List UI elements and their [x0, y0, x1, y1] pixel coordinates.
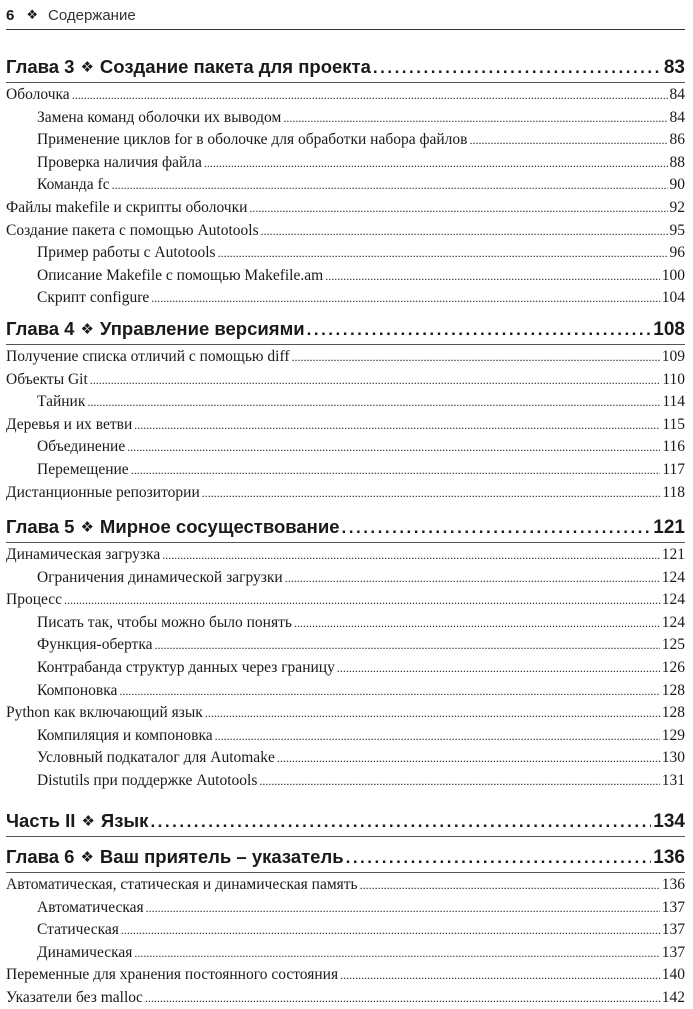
running-head — [6, 4, 685, 26]
toc-entry[interactable] — [6, 482, 685, 504]
entry-title: Перемещение — [37, 461, 129, 478]
entry-title: Тайник — [37, 393, 86, 410]
entry-title: Скрипт configure — [37, 289, 150, 306]
dot-leader — [346, 842, 652, 873]
entry-page-number: 137 — [661, 899, 685, 916]
toc-entry[interactable] — [6, 84, 685, 106]
chapter-divider — [6, 82, 685, 83]
dot-leader — [215, 725, 660, 747]
chapter-page-number: 136 — [653, 847, 685, 868]
entry-title: Distutils при поддержке Autotools — [37, 772, 258, 789]
dot-leader — [151, 287, 660, 309]
dot-leader — [285, 567, 660, 589]
entry-page-number: 124 — [661, 591, 685, 608]
chapter-title — [6, 314, 305, 346]
toc-entry[interactable] — [6, 369, 685, 391]
dot-leader — [360, 874, 660, 896]
chapter-name: Управление версиями — [99, 318, 305, 339]
toc-subentry[interactable] — [6, 634, 685, 656]
chapter-page-number: 121 — [653, 517, 685, 538]
dot-leader — [162, 544, 660, 566]
ornament-icon: ❖ — [80, 849, 94, 866]
toc-subentry[interactable] — [6, 242, 685, 264]
entry-title: Автоматическая — [37, 899, 144, 916]
chapter-page-number: 108 — [653, 319, 685, 340]
entry-page-number: 115 — [662, 416, 685, 433]
chapter-title — [6, 512, 340, 544]
dot-leader — [325, 265, 660, 287]
chapter-label: Глава 4 — [6, 318, 75, 339]
dot-leader — [127, 436, 660, 458]
dot-leader — [337, 657, 660, 679]
entry-title: Дистанционные репозитории — [6, 484, 200, 501]
chapter-page-number: 134 — [653, 811, 685, 832]
entry-page-number: 130 — [661, 749, 685, 766]
toc-subentry[interactable] — [6, 770, 685, 792]
entry-page-number: 140 — [661, 966, 685, 983]
toc-subentry[interactable] — [6, 459, 685, 481]
chapter-divider — [6, 542, 685, 543]
chapter-divider — [6, 344, 685, 345]
entry-page-number: 86 — [669, 131, 685, 148]
dot-leader — [202, 482, 661, 504]
entry-title: Процесс — [6, 591, 63, 608]
toc-subentry[interactable] — [6, 657, 685, 679]
dot-leader — [218, 242, 668, 264]
dot-leader — [342, 512, 652, 543]
chapter-label: Глава 5 — [6, 516, 75, 537]
entry-title: Писать так, чтобы можно было понять — [37, 614, 292, 631]
toc-subentry[interactable] — [6, 919, 685, 941]
dot-leader — [131, 459, 661, 481]
dot-leader — [90, 369, 661, 391]
entry-page-number: 117 — [662, 461, 685, 478]
entry-page-number: 137 — [661, 921, 685, 938]
dot-leader — [64, 589, 660, 611]
dot-leader — [112, 174, 668, 196]
toc-entry[interactable] — [6, 964, 685, 986]
toc-subentry[interactable] — [6, 287, 685, 309]
dot-leader — [121, 919, 660, 941]
dot-leader — [150, 806, 651, 837]
chapter-name: Создание пакета для проекта — [99, 56, 371, 77]
entry-page-number: 92 — [669, 199, 685, 216]
entry-page-number: 128 — [661, 682, 685, 699]
entry-title: Условный подкаталог для Automake — [37, 749, 275, 766]
entry-title: Указатели без malloc — [6, 989, 143, 1006]
entry-page-number: 124 — [661, 614, 685, 631]
entry-page-number: 116 — [662, 438, 685, 455]
chapter-label: Глава 6 — [6, 846, 75, 867]
dot-leader — [119, 680, 659, 702]
toc-entry[interactable] — [6, 197, 685, 219]
entry-title: Объединение — [37, 438, 126, 455]
entry-title: Динамическая — [37, 944, 133, 961]
entry-title: Статическая — [37, 921, 119, 938]
chapter-divider — [6, 872, 685, 873]
toc-subentry[interactable] — [6, 391, 685, 413]
toc-subentry[interactable] — [6, 747, 685, 769]
chapter-name: Ваш приятель – указатель — [99, 846, 344, 867]
entry-page-number: 114 — [662, 393, 685, 410]
dot-leader — [72, 84, 668, 106]
entry-title: Проверка наличия файла — [37, 154, 202, 171]
chapter-title — [6, 842, 344, 874]
dot-leader — [283, 107, 667, 129]
dot-leader — [469, 129, 667, 151]
toc-subentry[interactable] — [6, 942, 685, 964]
entry-page-number: 96 — [669, 244, 685, 261]
entry-page-number: 95 — [669, 222, 685, 239]
entry-page-number: 109 — [661, 348, 685, 365]
chapter-label: Часть II — [6, 810, 76, 831]
entry-page-number: 142 — [661, 989, 685, 1006]
dot-leader — [205, 702, 660, 724]
header-divider — [6, 29, 685, 30]
dot-leader — [145, 987, 660, 1009]
entry-title: Автоматическая, статическая и динамическая память — [6, 876, 358, 893]
dot-leader — [134, 414, 660, 436]
toc-subentry[interactable] — [6, 612, 685, 634]
chapter-heading[interactable] — [6, 314, 685, 344]
entry-page-number: 125 — [661, 636, 685, 653]
entry-title: Компиляция и компоновка — [37, 727, 213, 744]
entry-title: Переменные для хранения постоянного состояния — [6, 966, 339, 983]
toc-subentry[interactable] — [6, 107, 685, 129]
ornament-icon: ❖ — [80, 59, 94, 76]
chapter-heading[interactable] — [6, 52, 685, 82]
toc-entry[interactable] — [6, 589, 685, 611]
toc-subentry[interactable] — [6, 436, 685, 458]
toc-subentry[interactable] — [6, 897, 685, 919]
ornament-icon: ❖ — [80, 321, 94, 338]
dot-leader — [277, 747, 660, 769]
entry-title: Оболочка — [6, 86, 70, 103]
toc-entry[interactable] — [6, 544, 685, 566]
toc-entry[interactable] — [6, 346, 685, 368]
entry-title: Python как включающий язык — [6, 704, 203, 721]
chapter-title — [6, 806, 148, 838]
page-number: 6 — [6, 6, 15, 24]
entry-page-number: 84 — [669, 86, 685, 103]
entry-page-number: 84 — [669, 109, 685, 126]
entry-title: Функция-обертка — [37, 636, 153, 653]
entry-page-number: 126 — [661, 659, 685, 676]
chapter-heading[interactable] — [6, 806, 685, 836]
toc-subentry[interactable] — [6, 174, 685, 196]
toc-entry[interactable] — [6, 987, 685, 1009]
chapter-name: Мирное сосуществование — [99, 516, 340, 537]
entry-page-number: 137 — [661, 944, 685, 961]
entry-title: Деревья и их ветви — [6, 416, 133, 433]
entry-page-number: 136 — [661, 876, 685, 893]
chapter-name: Язык — [100, 810, 149, 831]
ornament-icon: ❖ — [80, 519, 94, 536]
chapter-label: Глава 3 — [6, 56, 75, 77]
entry-title: Компоновка — [37, 682, 118, 699]
entry-title: Динамическая загрузка — [6, 546, 161, 563]
entry-title: Пример работы с Autotools — [37, 244, 216, 261]
entry-title: Файлы makefile и скрипты оболочки — [6, 199, 248, 216]
ornament-icon: ❖ — [81, 813, 95, 830]
toc-entry[interactable] — [6, 414, 685, 436]
entry-title: Создание пакета с помощью Autotools — [6, 222, 259, 239]
toc-entry[interactable] — [6, 220, 685, 242]
entry-page-number: 124 — [661, 569, 685, 586]
toc-subentry[interactable] — [6, 129, 685, 151]
toc-entry[interactable] — [6, 874, 685, 896]
entry-page-number: 88 — [669, 154, 685, 171]
entry-page-number: 121 — [661, 546, 685, 563]
toc-subentry[interactable] — [6, 567, 685, 589]
dot-leader — [249, 197, 667, 219]
dot-leader — [294, 612, 660, 634]
entry-title: Описание Makefile с помощью Makefile.am — [37, 267, 324, 284]
entry-title: Получение списка отличий с помощью diff — [6, 348, 290, 365]
chapter-divider — [6, 836, 685, 837]
dot-leader — [307, 314, 652, 345]
dot-leader — [146, 897, 660, 919]
running-head-title: Содержание — [48, 6, 136, 24]
chapter-heading[interactable] — [6, 512, 685, 542]
toc-subentry[interactable] — [6, 152, 685, 174]
dot-leader — [204, 152, 668, 174]
entry-page-number: 129 — [661, 727, 685, 744]
entry-title: Применение циклов for в оболочке для обработки набора файлов — [37, 131, 468, 148]
toc-subentry[interactable] — [6, 680, 685, 702]
entry-title: Контрабанда структур данных через границу — [37, 659, 335, 676]
entry-page-number: 104 — [661, 289, 685, 306]
entry-title: Объекты Git — [6, 371, 88, 388]
chapter-heading[interactable] — [6, 842, 685, 872]
entry-page-number: 128 — [661, 704, 685, 721]
toc-entry[interactable] — [6, 702, 685, 724]
entry-page-number: 90 — [669, 176, 685, 193]
dot-leader — [134, 942, 659, 964]
dot-leader — [261, 220, 668, 242]
dot-leader — [259, 770, 659, 792]
dot-leader — [373, 52, 662, 83]
entry-page-number: 118 — [662, 484, 685, 501]
entry-page-number: 131 — [661, 772, 685, 789]
ornament-icon: ❖ — [26, 7, 38, 22]
chapter-page-number: 83 — [663, 57, 685, 78]
dot-leader — [87, 391, 660, 413]
entry-title: Ограничения динамической загрузки — [37, 569, 283, 586]
entry-page-number: 110 — [662, 371, 685, 388]
toc-subentry[interactable] — [6, 725, 685, 747]
toc-subentry[interactable] — [6, 265, 685, 287]
entry-title: Команда fc — [37, 176, 110, 193]
dot-leader — [155, 634, 660, 656]
dot-leader — [292, 346, 660, 368]
entry-page-number: 100 — [661, 267, 685, 284]
entry-title: Замена команд оболочки их выводом — [37, 109, 282, 126]
dot-leader — [340, 964, 660, 986]
chapter-title — [6, 52, 371, 84]
